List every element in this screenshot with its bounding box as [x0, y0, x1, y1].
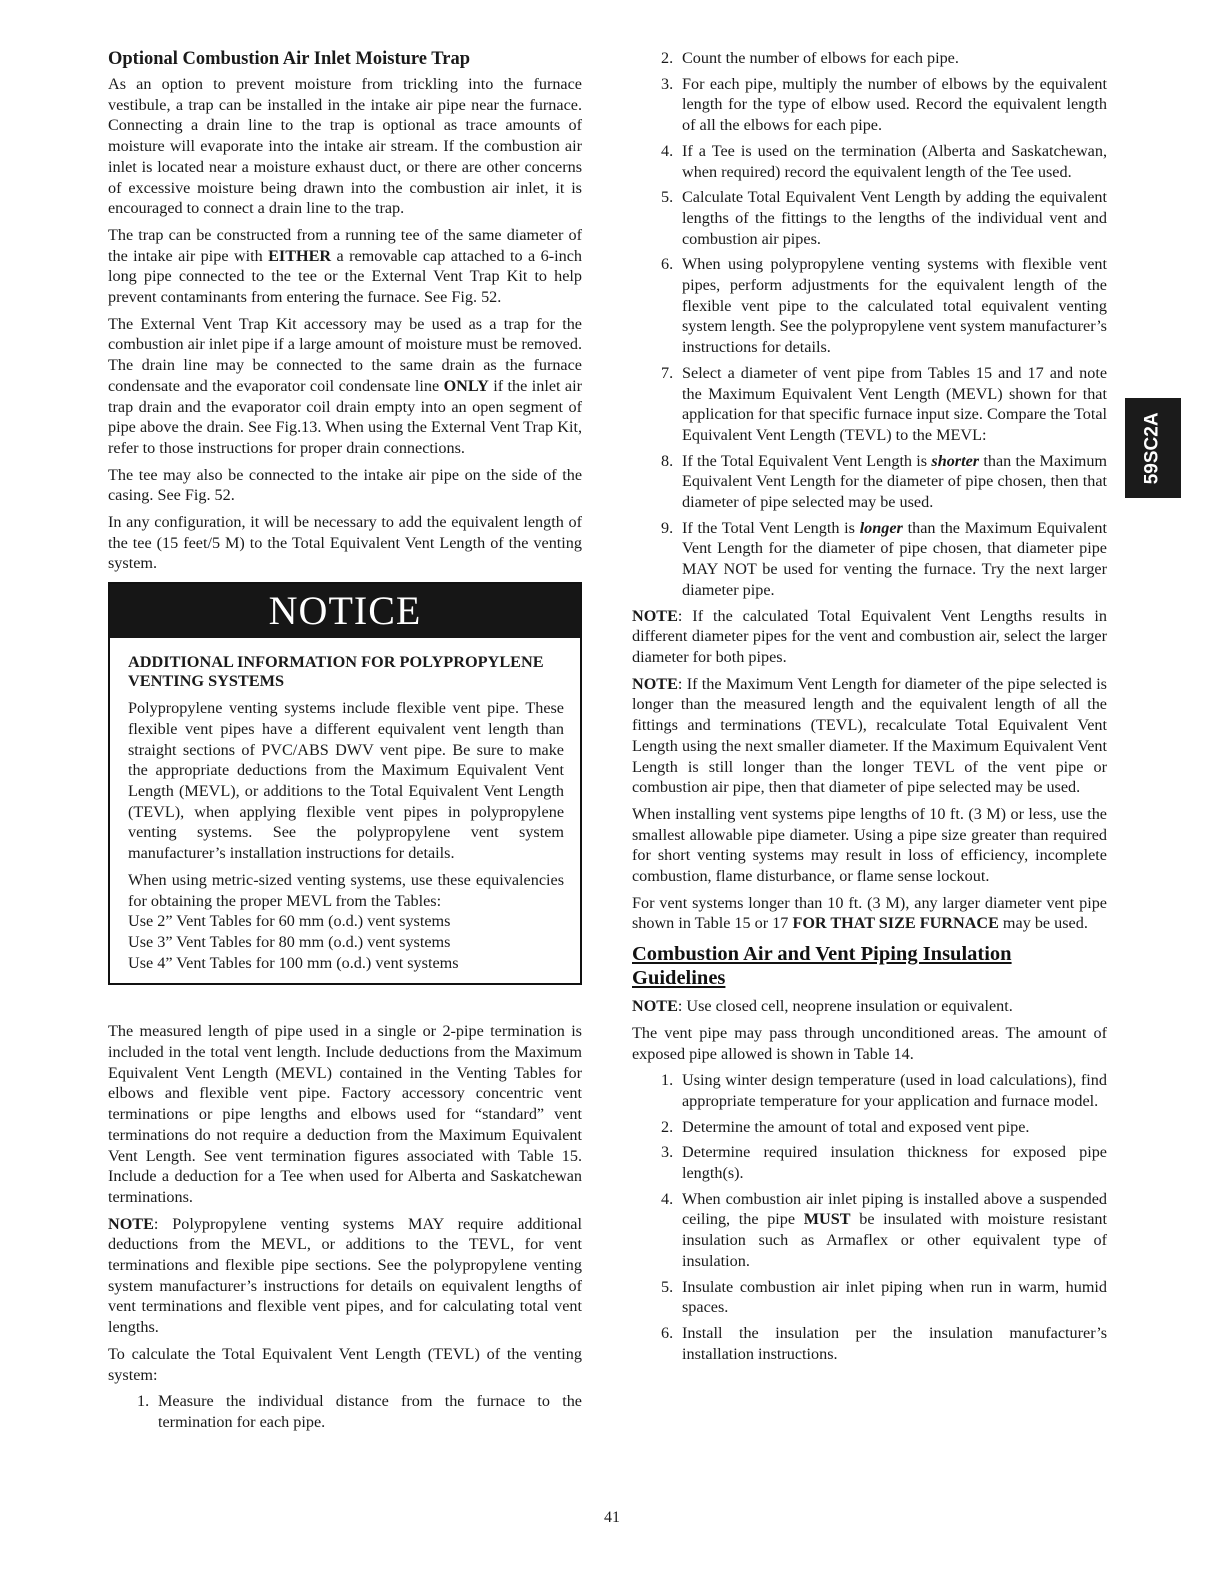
section-heading-moisture-trap: Optional Combustion Air Inlet Moisture Trap: [108, 49, 470, 69]
list-item: 2. Determine the amount of total and exposed vent pipe.: [661, 1117, 1030, 1136]
steps-list: [108, 1391, 582, 1432]
list-item: 6. Install the insulation per the insulation manufacturer’s installation instructions.: [661, 1323, 1107, 1363]
right-column: [632, 48, 1107, 1369]
paragraph: The tee may also be connected to the intake air pipe on the side of the casing. See Fig. 52.: [108, 465, 582, 505]
notice-paragraph: When using metric-sized venting systems, use these equivalencies for obtaining the proper MEVL from the Tables:: [128, 870, 564, 910]
list-item: 6. When using polypropylene venting systems with flexible vent pipes, perform adjustments for the equivalent length of the flexible vent pipe to the calculated total equivalent venting system length. See the polypropylene vent system manufacturer’s instructions for details.: [661, 255, 1107, 357]
paragraph: For vent systems longer than 10 ft. (3 M), any larger diameter vent pipe shown in Table 15 or 17 FOR THAT SIZE FURNACE may be used.: [632, 893, 1107, 933]
list-item: 4. When combustion air inlet piping is installed above a suspended ceiling, the pipe MUST be insulated with moisture resistant insulation such as Armaflex or other equivalent type of insulation.: [661, 1189, 1107, 1270]
notice-line: Use 2” Vent Tables for 60 mm (o.d.) vent systems: [128, 912, 451, 931]
note-paragraph: NOTE: If the calculated Total Equivalent Vent Lengths results in different diameter pipes for the vent and combustion air, select the larger diameter for both pipes.: [632, 606, 1107, 666]
paragraph: The External Vent Trap Kit accessory may be used as a trap for the combustion air inlet pipe if a large amount of moisture must be removed. The drain line may be connected to the same drain as the furnace condensate and the evaporator coil condensate line ONLY if the inlet air trap drain and the evaporator coil drain empty into an open segment of pipe above the drain. See Fig.13. When using the External Vent Trap Kit, refer to those instructions for proper drain connections.: [108, 314, 582, 457]
list-item: 5. Calculate Total Equivalent Vent Length by adding the equivalent lengths of the fittings to the lengths of the individual vent and combustion air pipes.: [661, 188, 1107, 248]
note-paragraph: NOTE: If the Maximum Vent Length for diameter of the pipe selected is longer than the measured length and the equivalent length of all the fittings and terminations (TEVL), recalculate Total Equivalent Vent Length using the next smaller diameter. If the Maximum Equivalent Vent Length is still longer than the longer TEVL of the vent pipe or combustion air pipe, then that diameter of pipe selected may be used.: [632, 674, 1107, 797]
list-item: 2. Count the number of elbows for each pipe.: [661, 49, 959, 67]
notice-heading: ADDITIONAL INFORMATION FOR POLYPROPYLENE VENTING SYSTEMS: [128, 652, 544, 691]
insulation-steps-list: [632, 1070, 1107, 1364]
note-paragraph: NOTE: Use closed cell, neoprene insulation or equivalent.: [632, 997, 1013, 1016]
notice-box: [108, 582, 582, 985]
page-number: 41: [604, 1509, 620, 1526]
paragraph: To calculate the Total Equivalent Vent Length (TEVL) of the venting system:: [108, 1344, 582, 1384]
paragraph: When installing vent systems pipe lengths of 10 ft. (3 M) or less, use the smallest allowable pipe diameter. Using a pipe size greater than required for short venting systems may result in loss of efficiency, incomplete combustion, flame disturbance, or flame sense lockout.: [632, 804, 1107, 886]
list-item: 7. Select a diameter of vent pipe from Tables 15 and 17 and note the Maximum Equivalent Vent Length (MEVL) shown for that application for that specific furnace input size. Compare the Total Equivalent Vent Length (TEVL) to the MEVL:: [661, 363, 1107, 444]
notice-line: Use 4” Vent Tables for 100 mm (o.d.) vent systems: [128, 953, 459, 972]
steps-list: [632, 48, 1107, 601]
paragraph: As an option to prevent moisture from trickling into the furnace vestibule, a trap can be installed in the intake air pipe near the furnace. Connecting a drain line to the trap is optional as trace amounts of moisture will evaporate into the intake air stream. If the combustion air inlet is located near a moisture exhaust duct, or there are other concerns of excessive moisture being drawn into the combustion air inlet, it is encouraged to connect a drain line to the trap.: [108, 75, 582, 218]
paragraph: The vent pipe may pass through unconditioned areas. The amount of exposed pipe allowed is shown in Table 14.: [632, 1023, 1107, 1063]
list-item: 5. Insulate combustion air inlet piping when run in warm, humid spaces.: [661, 1277, 1107, 1317]
paragraph: In any configuration, it will be necessary to add the equivalent length of the tee (15 feet/5 M) to the Total Equivalent Vent Length of the venting system.: [108, 513, 582, 573]
notice-line: Use 3” Vent Tables for 80 mm (o.d.) vent systems: [128, 932, 451, 951]
list-item: 9. If the Total Vent Length is longer than the Maximum Equivalent Vent Length for the diameter of pipe chosen, that diameter pipe MAY NOT be used for venting the furnace. Try the next larger diameter pipe.: [661, 518, 1107, 599]
list-item: 3. For each pipe, multiply the number of elbows by the equivalent length for the type of elbow used. Record the equivalent length of all the elbows for each pipe.: [661, 74, 1107, 135]
paragraph: The trap can be constructed from a running tee of the same diameter of the intake air pipe with EITHER a removable cap attached to a 6-inch long pipe connected to the tee or the External Vent Trap Kit to help prevent contaminants from entering the furnace. See Fig. 52.: [108, 225, 582, 307]
list-item: 4. If a Tee is used on the termination (Alberta and Saskatchewan, when required) record the equivalent length of the Tee used.: [661, 141, 1107, 181]
notice-body: [110, 638, 580, 983]
list-item: 3. Determine required insulation thickness for exposed pipe length(s).: [661, 1143, 1107, 1183]
notice-paragraph: Polypropylene venting systems include flexible vent pipe. These flexible vent pipes have a different equivalent vent length than straight sections of PVC/ABS DWV vent pipe. Be sure to make the appropriate deductions from the Maximum Equivalent Vent Length (MEVL), or additions to the Total Equivalent Vent Length (TEVL), when applying flexible vent pipes in polypropylene venting systems. See the polypropylene vent system manufacturer’s installation instructions for details.: [128, 699, 564, 863]
left-column: [108, 48, 582, 1438]
section-heading-insulation: Combustion Air and Vent Piping Insulation Guidelines: [632, 943, 1012, 990]
list-item: 1. Measure the individual distance from the furnace to the termination for each pipe.: [137, 1392, 582, 1431]
model-side-tab: 59SC2A: [1125, 398, 1181, 498]
note-paragraph: NOTE: Polypropylene venting systems MAY require additional deductions from the MEVL, or additions to the TEVL, for vent terminations and flexible pipe sections. See the polypropylene venting system manufacturer’s instructions for details on equivalent lengths of vent terminations and flexible vent pipes, and for calculating total vent lengths.: [108, 1214, 582, 1337]
list-item: 8. If the Total Equivalent Vent Length is shorter than the Maximum Equivalent Vent Length for the diameter of pipe chosen, then that diameter of pipe selected may be used.: [661, 451, 1107, 512]
notice-title: NOTICE: [110, 584, 580, 638]
paragraph: The measured length of pipe used in a single or 2-pipe termination is included in the total vent length. Include deductions from the Maximum Equivalent Vent Length (MEVL) contained in the Venting Tables for elbows and flexible vent pipe. Factory accessory concentric vent terminations or pipe lengths and elbows used for “standard” vent terminations do not require a deduction from the Maximum Equivalent Vent Length. See vent termination figures associated with Table 15. Include a deduction for a Tee when used for Alberta and Saskatchewan terminations.: [108, 1022, 582, 1206]
list-item: 1. Using winter design temperature (used in load calculations), find appropriate temperature for your application and furnace model.: [661, 1071, 1107, 1110]
